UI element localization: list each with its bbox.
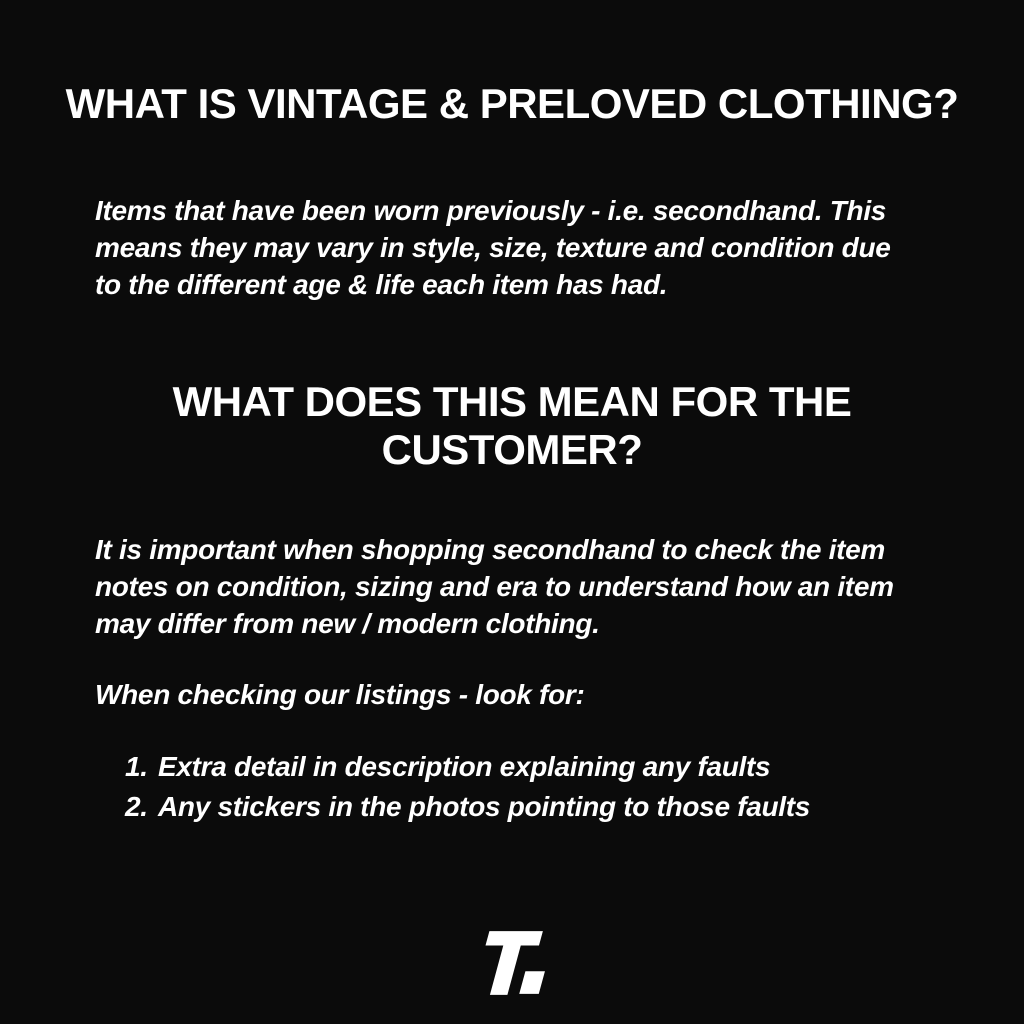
listings-intro-text: When checking our listings - look for:	[95, 679, 585, 710]
intro-line-1: Items that have been worn previously - i.e. secondhand. This	[95, 195, 887, 226]
intro-line-3: to the different age & life each item has had.	[95, 269, 668, 300]
secondary-heading	[0, 378, 1024, 474]
checklist-item-1-text: Extra detail in description explaining any faults	[158, 751, 771, 782]
checklist-item-1-number: 1.	[125, 751, 148, 782]
intro-paragraph	[95, 192, 891, 303]
checklist-item-1	[125, 747, 810, 787]
checklist-item-2	[125, 787, 810, 827]
checklist-item-2-text: Any stickers in the photos pointing to those faults	[158, 791, 811, 822]
intro-line-2: means they may vary in style, size, texture and condition due	[95, 232, 891, 263]
checklist	[125, 747, 810, 827]
brand-logo	[475, 931, 547, 995]
t-logo-icon	[475, 931, 547, 995]
main-heading: WHAT IS VINTAGE & PRELOVED CLOTHING?	[65, 80, 959, 127]
customer-info-line-1: It is important when shopping secondhand to check the item	[95, 534, 886, 565]
customer-info-paragraph	[95, 531, 894, 642]
customer-info-line-2: notes on condition, sizing and era to understand how an item	[95, 571, 894, 602]
secondary-heading-line-1: WHAT DOES THIS MEAN FOR THE	[172, 378, 852, 425]
secondary-heading-line-2: CUSTOMER?	[381, 426, 643, 473]
customer-info-line-3: may differ from new / modern clothing.	[95, 608, 600, 639]
checklist-item-2-number: 2.	[125, 791, 148, 822]
